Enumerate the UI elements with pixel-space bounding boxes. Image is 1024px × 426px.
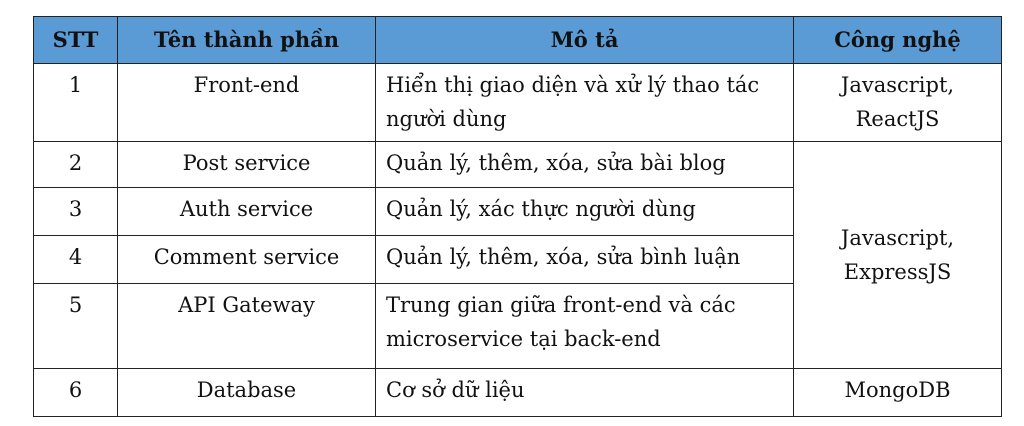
cell-desc: Quản lý, thêm, xóa, sửa bình luận: [376, 235, 794, 283]
cell-tech: Javascript, ExpressJS: [794, 142, 1002, 368]
components-table: [33, 16, 1002, 417]
cell-name: Post service: [118, 142, 376, 187]
table-row: [34, 142, 1002, 187]
header-stt: STT: [34, 17, 118, 64]
cell-stt: 1: [34, 64, 118, 142]
cell-name: Comment service: [118, 235, 376, 283]
header-tech: Công nghệ: [794, 17, 1002, 64]
cell-desc: Trung gian giữa front-end và các microservice tại back-end: [376, 284, 794, 368]
header-name: Tên thành phần: [118, 17, 376, 64]
cell-stt: 4: [34, 235, 118, 283]
cell-tech: Javascript, ReactJS: [794, 64, 1002, 142]
cell-stt: 5: [34, 284, 118, 368]
cell-desc: Quản lý, xác thực người dùng: [376, 187, 794, 235]
cell-stt: 6: [34, 368, 118, 416]
cell-desc: Quản lý, thêm, xóa, sửa bài blog: [376, 142, 794, 187]
cell-desc: Cơ sở dữ liệu: [376, 368, 794, 416]
cell-stt: 3: [34, 187, 118, 235]
cell-stt: 2: [34, 142, 118, 187]
header-desc: Mô tả: [376, 17, 794, 64]
cell-name: Front-end: [118, 64, 376, 142]
table-row: [34, 368, 1002, 416]
header-row: [34, 17, 1002, 64]
cell-desc: Hiển thị giao diện và xử lý thao tác người dùng: [376, 64, 794, 142]
cell-name: Auth service: [118, 187, 376, 235]
table-row: [34, 64, 1002, 142]
cell-tech: MongoDB: [794, 368, 1002, 416]
cell-name: Database: [118, 368, 376, 416]
cell-name: API Gateway: [118, 284, 376, 368]
